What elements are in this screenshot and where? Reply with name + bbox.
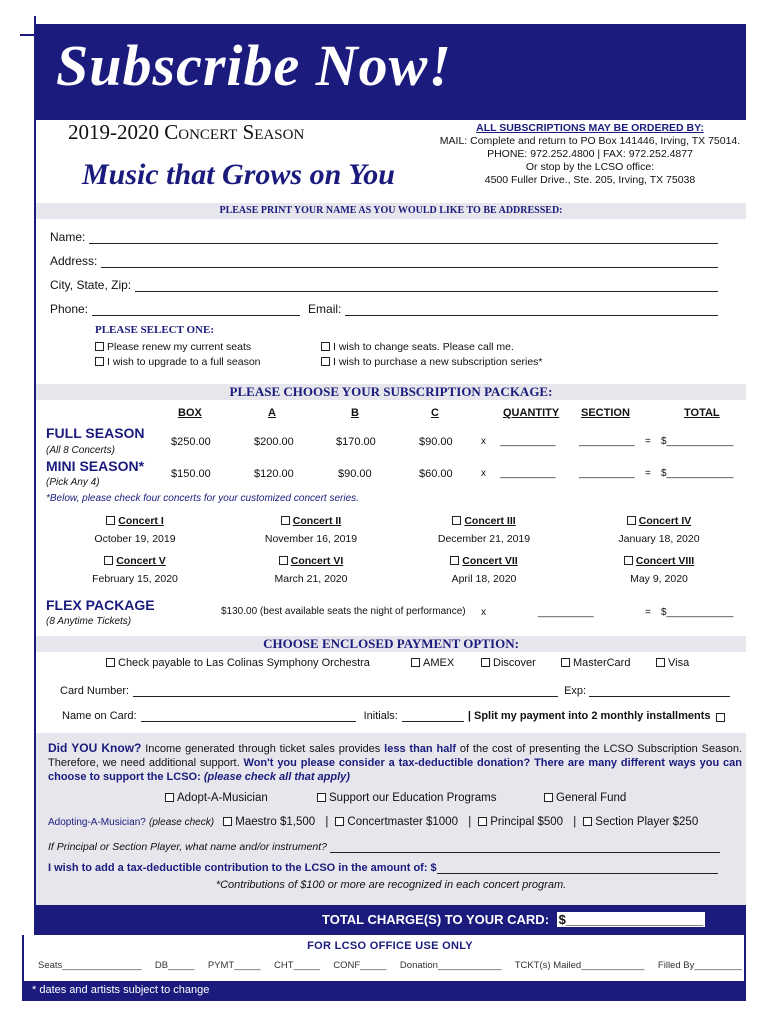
name-on-card-row[interactable] [62,710,732,722]
office-field[interactable]: PYMT_____ [207,960,261,971]
checkbox[interactable] [481,658,490,667]
concert-label: Concert VI [290,555,344,567]
instrument-row[interactable] [48,841,720,853]
payment-label: MasterCard [573,657,631,669]
checkbox[interactable] [95,342,104,351]
equals: = [645,436,651,447]
select-option[interactable] [321,341,514,353]
season-title: 2019-2020 Concert Season [68,120,305,144]
checkbox[interactable] [656,658,665,667]
page-title: Subscribe Now! [56,33,452,98]
adopt-check: (please check) [149,817,215,828]
instrument-label: If Principal or Section Player, what name and/or instrument? [48,841,327,853]
payment-label: AMEX [423,657,455,669]
donate-option[interactable] [544,792,626,804]
concert-date: May 9, 2020 [630,573,688,585]
checkbox[interactable] [627,516,636,525]
concert-label: Concert V [116,555,166,567]
concert-item[interactable] [70,515,200,545]
name-label: Name: [50,230,86,244]
flex-price: $130.00 (best available seats the night of performance) [221,606,466,617]
total-field[interactable]: $____________ [661,468,734,479]
donate-text: Income generated through ticket sales provides [141,743,385,755]
adopt-row: Adopting-A-Musician? (please check) Maestro $1,500 | Concertmaster $1000 | Principal $500 | Section Player $250 [48,816,699,828]
checkbox[interactable] [478,817,487,826]
order-heading: ALL SUBSCRIPTIONS MAY BE ORDERED BY: [476,122,704,134]
address-label: Address: [50,254,98,268]
phone-field[interactable] [92,302,300,316]
concertmaster-label: Concertmaster $1000 [347,816,458,828]
order-line: PHONE: 972.252.4800 | FAX: 972.252.4877 [487,148,693,160]
checkbox[interactable] [165,793,174,802]
city-row[interactable] [50,278,718,292]
option-label: Please renew my current seats [107,341,252,353]
donate-text: of the cost of presenting the LCSO Subscription Season. Therefore, we need additional support. [48,743,742,769]
col-header: SECTION [581,407,630,419]
email-field[interactable] [345,302,718,316]
phone-label: Phone: [50,302,89,316]
concert-label: Concert I [118,515,164,527]
checkbox[interactable] [452,516,461,525]
checkbox[interactable] [106,658,115,667]
equals: = [645,607,651,618]
option-label: I wish to purchase a new subscription series* [333,356,543,368]
concert-item[interactable] [246,555,376,585]
office-fields [38,960,742,971]
quantity-field[interactable]: __________ [500,436,556,447]
did-you-know: Did YOU Know? [48,741,142,755]
quantity-field[interactable]: __________ [500,468,556,479]
concert-note: *Below, please check four concerts for your customized concert series. [46,493,359,504]
quantity-field[interactable]: __________ [538,607,594,618]
price: $170.00 [336,436,376,448]
initials-label: Initials: [363,710,398,722]
order-line: MAIL: Complete and return to PO Box 141446, Irving, TX 75014. [439,135,741,147]
exp-label: Exp: [564,685,587,697]
total-charge-field[interactable]: $___________________ [558,912,704,927]
checkbox[interactable] [106,516,115,525]
checkbox[interactable] [281,516,290,525]
option-label: Adopt-A-Musician [177,792,268,804]
concert-item[interactable] [70,555,200,585]
concert-date: October 19, 2019 [94,533,176,545]
payment-check[interactable] [106,657,370,669]
checkbox[interactable] [321,357,330,366]
checkbox[interactable] [335,817,344,826]
times: x [481,468,486,479]
option-label: Support our Education Programs [329,792,497,804]
option-label: I wish to change seats. Please call me. [333,341,514,353]
card-number-label: Card Number: [60,685,130,697]
checkbox[interactable] [450,556,459,565]
recognized-note: *Contributions of $100 or more are recognized in each concert program. [215,879,567,891]
full-season-title: FULL SEASON [46,425,145,441]
concert-date: December 21, 2019 [437,533,531,545]
concert-date: November 16, 2019 [264,533,358,545]
price: $90.00 [419,436,453,448]
checkbox[interactable] [95,357,104,366]
flex-title: FLEX PACKAGE [46,597,155,613]
concert-label: Concert IV [638,515,692,527]
concert-date: January 18, 2020 [618,533,700,545]
payment-label: Check payable to Las Colinas Symphony Orchestra [118,657,370,669]
exp-field[interactable] [589,685,730,697]
times: x [481,436,486,447]
name-on-card-field[interactable] [141,721,356,722]
payment-mastercard[interactable] [561,657,630,669]
total-label: TOTAL CHARGE(S) TO YOUR CARD: [322,912,550,927]
col-header: QUANTITY [503,407,560,419]
initials-field[interactable] [402,721,464,722]
donate-appeal: Won't you please consider a tax-deductible donation? There are many different ways you can choose to support the LCSO: [48,757,742,783]
donate-option[interactable] [317,792,496,804]
col-header: B [351,407,359,419]
concert-item[interactable] [594,555,724,585]
package-heading: PLEASE CHOOSE YOUR SUBSCRIPTION PACKAGE: [36,384,746,400]
maestro-label: Maestro $1,500 [235,816,316,828]
name-field[interactable] [89,230,718,244]
concert-item[interactable] [594,515,724,545]
did-you-know-text [48,741,742,784]
contrib-label: I wish to add a tax-deductible contribution to the LCSO in the amount of: $ [48,862,437,874]
payment-visa[interactable] [656,657,689,669]
checkbox[interactable] [223,817,232,826]
times: x [481,607,486,618]
card-number-field[interactable] [133,685,558,697]
checkbox[interactable] [317,793,326,802]
concert-label: Concert VIII [635,555,695,567]
address-row[interactable] [50,254,718,268]
order-line: Or stop by the LCSO office: [525,161,655,173]
title-banner [34,24,746,120]
concert-label: Concert VII [462,555,518,567]
section-field[interactable]: __________ [579,436,635,447]
contrib-field[interactable] [437,862,718,874]
contact-heading: PLEASE PRINT YOUR NAME AS YOU WOULD LIKE TO BE ADDRESSED: [36,203,746,219]
phone-row[interactable] [50,302,718,316]
price: $120.00 [254,468,294,480]
office-field[interactable]: CONF_____ [333,960,387,971]
full-season-sub: (All 8 Concerts) [46,445,115,456]
flex-sub: (8 Anytime Tickets) [46,616,132,627]
concert-item[interactable] [419,555,549,585]
bottom-note: * dates and artists subject to change [32,984,210,996]
payment-label: Discover [493,657,536,669]
checkbox[interactable] [583,817,592,826]
concert-item[interactable] [419,515,549,545]
price: $60.00 [419,468,453,480]
city-label: City, State, Zip: [50,278,132,292]
select-option[interactable] [321,356,543,368]
option-label: General Fund [556,792,627,804]
price: $250.00 [171,436,211,448]
checkbox[interactable] [321,342,330,351]
checkbox[interactable] [544,793,553,802]
checkbox[interactable] [411,658,420,667]
card-row[interactable] [60,685,730,697]
order-info [430,122,750,187]
checkbox[interactable] [279,556,288,565]
city-field[interactable] [135,278,718,292]
concert-label: Concert III [464,515,516,527]
office-heading: FOR LCSO OFFICE USE ONLY [307,940,473,952]
less-than-half: less than half [384,743,457,755]
principal-label: Principal $500 [490,816,564,828]
adopt-label: Adopting-A-Musician? [48,817,146,828]
name-row[interactable] [50,230,718,244]
office-field[interactable]: TCKT(s) Mailed____________ [514,960,645,971]
check-all: (please check all that apply) [203,771,350,783]
payment-amex[interactable] [411,657,454,669]
office-field[interactable]: Seats_______________ [38,960,142,971]
checkbox[interactable] [624,556,633,565]
office-field[interactable]: DB_____ [154,960,195,971]
order-line: 4500 Fuller Drive., Ste. 205, Irving, TX 75038 [484,174,696,186]
col-header: BOX [178,407,202,419]
concert-item[interactable] [246,515,376,545]
tagline: Music that Grows on You [82,158,395,191]
office-field[interactable]: Filled By_________ [657,960,742,971]
select-heading: PLEASE SELECT ONE: [95,324,215,336]
payment-heading: CHOOSE ENCLOSED PAYMENT OPTION: [36,636,746,652]
office-field[interactable]: CHT_____ [273,960,320,971]
name-on-card-label: Name on Card: [62,710,137,722]
split-checkbox[interactable] [716,713,725,722]
instrument-field[interactable] [330,841,720,853]
select-option[interactable] [95,341,251,353]
concert-label: Concert II [292,515,342,527]
total-charges-row [322,912,705,927]
col-header: TOTAL [684,407,720,419]
payment-discover[interactable] [481,657,536,669]
address-field[interactable] [101,254,718,268]
checkbox[interactable] [561,658,570,667]
mini-season-title: MINI SEASON* [46,458,145,474]
email-label: Email: [308,302,342,316]
col-header: A [268,407,276,419]
select-option[interactable] [95,356,261,368]
option-label: I wish to upgrade to a full season [107,356,261,368]
total-field[interactable]: $____________ [661,607,734,618]
checkbox[interactable] [104,556,113,565]
mini-season-sub: (Pick Any 4) [46,477,100,488]
col-header: C [431,407,439,419]
concert-date: March 21, 2020 [274,573,348,585]
split-label: | Split my payment into 2 monthly installments [467,710,711,722]
price: $150.00 [171,468,211,480]
section-label: Section Player $250 [595,816,699,828]
concert-date: February 15, 2020 [92,573,178,585]
section-field[interactable]: __________ [579,468,635,479]
equals: = [645,468,651,479]
contrib-row[interactable] [48,862,718,874]
price: $200.00 [254,436,294,448]
donate-option[interactable] [165,792,268,804]
price: $90.00 [338,468,372,480]
office-field[interactable]: Donation____________ [399,960,502,971]
total-field[interactable]: $____________ [661,436,734,447]
concert-date: April 18, 2020 [451,573,517,585]
payment-label: Visa [668,657,690,669]
